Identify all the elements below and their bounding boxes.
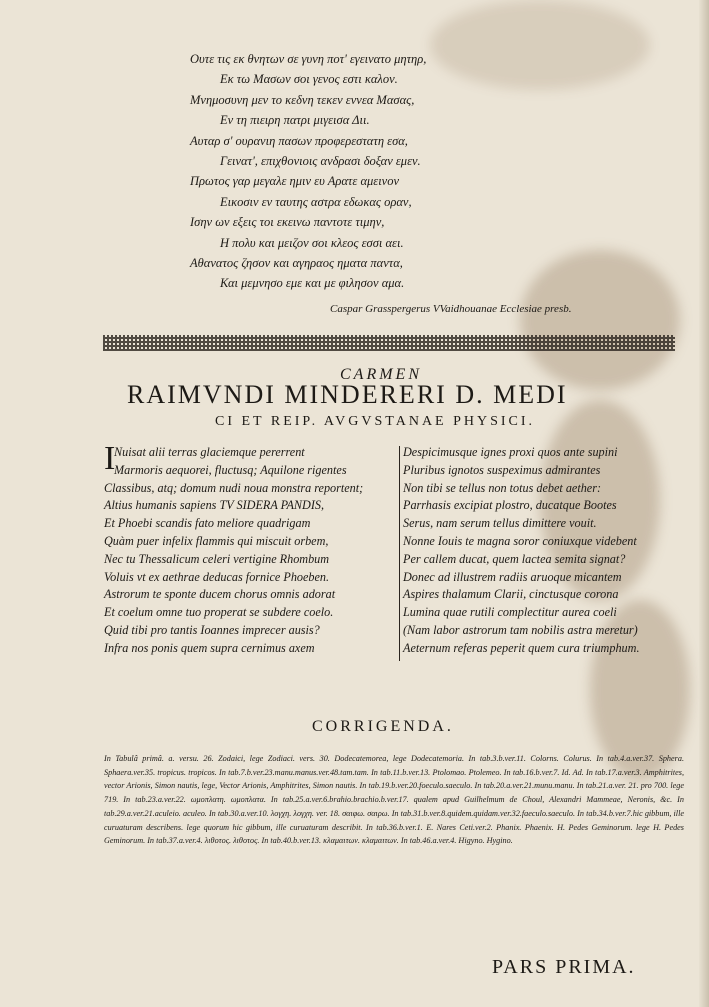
pars-prima-footer: PARS PRIMA. (492, 956, 636, 978)
greek-verse-line: Πρωτος γαρ μεγαλε ημιν ευ Αρατε αμεινον (190, 174, 400, 189)
page-edge (699, 0, 709, 1007)
ornamental-band (103, 335, 675, 351)
verse-line: Despicimusque ignes proxi quos ante supini (403, 445, 618, 459)
greek-verse-line: Αθανατος ζησον και αγηραος ηματα παντα, (190, 256, 403, 270)
greek-verse-line: Εκ τω Μασων σοι γενος εστι καλον. (220, 72, 398, 87)
column-divider (399, 446, 400, 661)
verse-line: Voluis vt ex aethrae deducas fornice Phoeben. (104, 569, 330, 584)
verse-line: Nec tu Thessalicum celeri vertigine Rhombum (104, 551, 330, 566)
water-stain (430, 0, 650, 90)
drop-cap: I (104, 440, 116, 477)
water-stain (520, 250, 680, 390)
verse-line: Nuisat alii terras glaciemque pererrent (114, 445, 305, 459)
corrigenda-text: In Tabulâ primâ. a. versu. 26. Zodaici, lege Zodiaci. vers. 30. Dodecatemorea, lege Dodecatemoria. In tab.3.b.ver.11. Colorns. Colurus. In tab.4.a.ver.37. Sphera. Sphaera.ver.35. tropicus. tropicos. In tab.7.b.ver.23.manu.manus.ver.48.tam.tam. In tab.11.b.ver.13. Ptolomao. Ptolemeo. In tab.16.b.ver.7. Id. Ad. In tab.17.a.ver.3. Amphitrites, vector Arionis, Simon nautis, lege, Vector Arionis, Amphitrites, Simon nautis. In tab.19.b.ver.20.foeculo.saeculo. In tab.20.a.ver.21.munu.manu. In tab.21.a.ver. 21. pro 700. lege 719. In tab.23.a.ver.22. ωμοπλατη. ωμοπλατα. In tab.25.a.ver.6.brahio.brachio.b.ver.17. qualem apud Guilhelmum de Choul, Alexandri Mammeae, Neronis, &c. In tab.29.a.ver.21.aculeio. aculeo. In tab.30.a.ver.10. λογχη. λογχη. ver. 18. σαιφω. σαιρω. In tab.31.b.ver.8.quidem.quidam.ver.32.faeculo.saeculo. In tab.34.b.ver.7.hic gibbum, ille curuaturam describens. lege quorum hic gibbum, ille curuaturam describit. In tab.36.b.ver.1. E. Nares Ceti.ver.2. Phanix. Phaenix. H. Pedes Geminorum. lege H. Pedes Geminorum. In tab.37.a.ver.4. λιθοτος. λιθοτος. In tab.40.b.ver.13. κλαμαιτων. κλαμαιτων. In tab.46.a.ver.4. Higyno. Hygino. (104, 754, 684, 846)
verse-line: Quid tibi pro tantis Ioannes imprecer ausis? (104, 623, 320, 637)
greek-verse-line: Ουτε τις εκ θνητων σε γυνη ποτ' εγεινατο μητηρ, (190, 52, 427, 66)
greek-verse-line: Εν τη πιειρη πατρι μιγεισα Διι. (220, 113, 370, 128)
verse-line: Parrhasis excipiat plostro, ducatque Bootes (403, 498, 617, 513)
greek-verse-line: Η πολυ και μειζον σοι κλεος εσσι αει. (220, 235, 404, 250)
carmen-label: CARMEN (340, 366, 422, 383)
greek-verse-line: Και μεμνησο εμε και με φιλησον αμα. (220, 276, 405, 291)
verse-line: Marmoris aequorei, fluctusq; Aquilone rigentes (114, 462, 347, 477)
verse-line: Serus, nam serum tellus dimittere vouit. (403, 516, 597, 531)
greek-verse-line: Εικοσιν εν ταυτης αστρα εδωκας οραν, (220, 194, 412, 209)
verse-line: Altius humanis sapiens TV SIDERA PANDIS, (104, 498, 325, 513)
verse-line: Nonne Iouis te magna soror coniuxque videbent (403, 534, 637, 548)
verse-line: Non tibi se tellus non totus debet aether: (403, 480, 602, 495)
greek-verse-line: Αυταρ σ' ουρανιη πασων προφερεστατη εσα, (190, 133, 408, 148)
greek-verse-line: Γεινατ', επιχθονιοις ανδρασι δοξαν εμεν. (220, 154, 421, 168)
title-line-2: CI ET REIP. AVGVSTANAE PHYSICI. (215, 414, 536, 429)
verse-line: Aspires thalamum Clarii, cinctusque corona (403, 587, 619, 602)
verse-line: Donec ad illustrem radiis aruoque micantem (403, 569, 622, 584)
verse-line: Aeternum referas peperit quem cura triumphum. (403, 640, 640, 655)
verse-line: Per callem ducat, quem lactea semita signat? (403, 551, 626, 566)
verse-line: Lumina quae rutili complectitur aurea coeli (403, 605, 617, 620)
corrigenda-title: CORRIGENDA. (312, 718, 454, 735)
verse-line: Classibus, atq; domum nudi noua monstra reportent; (104, 480, 364, 495)
greek-verse-line: Ισην ων εξεις τοι εκεινω παντοτε τιμην, (190, 215, 385, 230)
verse-line: Infra nos ponis quem supra cernimus axem (104, 640, 315, 655)
verse-line: Quàm puer infelix flammis qui miscuit orbem, (104, 534, 329, 548)
verse-line: Et coelum omne tuo properat se subdere coelo. (104, 605, 334, 620)
verse-line: (Nam labor astrorum tam nobilis astra meretur) (403, 623, 638, 637)
title-line-1: RAIMVNDI MINDERERI D. MEDI (127, 380, 568, 409)
verse-line: Astrorum te sponte ducem chorus omnis adorat (104, 587, 336, 602)
verse-line: Pluribus ignotos suspeximus admirantes (403, 462, 601, 477)
greek-verse-line: Μνημοσυνη μεν το κεδνη τεκεν εννεα Μασας, (190, 92, 415, 107)
verse-line: Et Phoebi scandis fato meliore quadrigam (104, 516, 311, 531)
signature-line: Caspar Grasspergerus VVaidhouanae Ecclesiae presb. (330, 303, 572, 315)
